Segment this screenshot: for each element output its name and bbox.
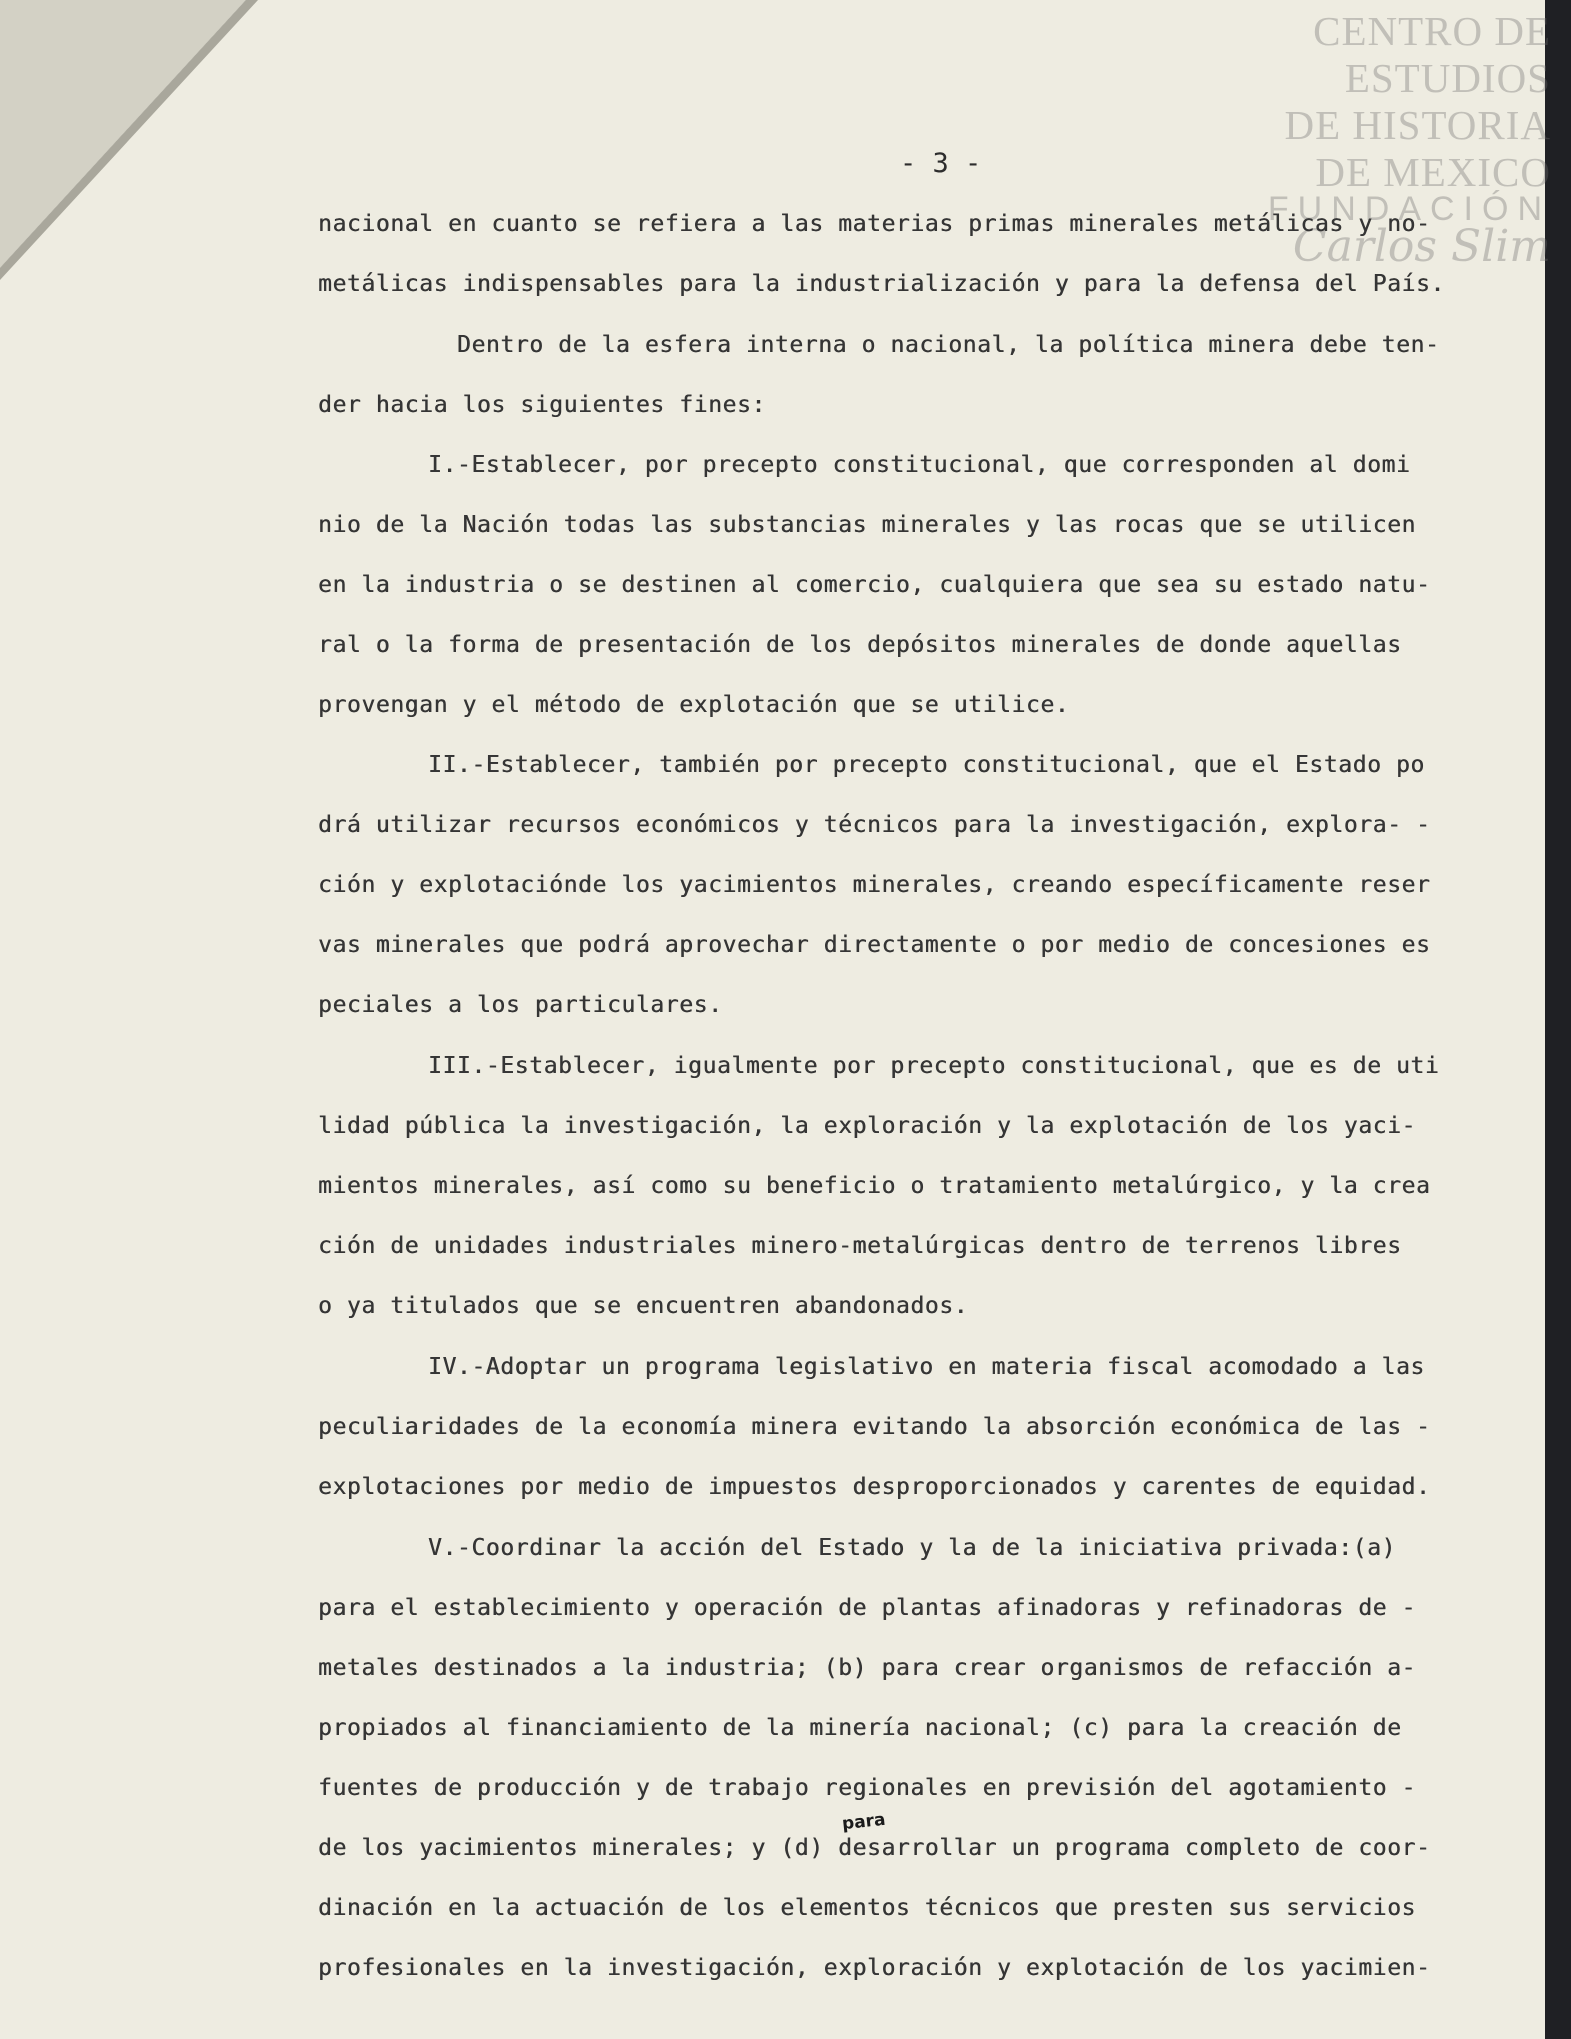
text-line: metálicas indispensables para la industrialización y para la defensa del País. — [318, 271, 1445, 297]
text-line: peculiaridades de la economía minera evitando la absorción económica de las - — [318, 1414, 1431, 1440]
text-line: provengan y el método de explotación que se utilice. — [318, 692, 1070, 718]
watermark-line: DE HISTORIA — [1284, 102, 1551, 148]
text-line: nacional en cuanto se refiera a las materias primas minerales metálicas y no- — [318, 211, 1431, 237]
text-line: ral o la forma de presentación de los depósitos minerales de donde aquellas — [318, 632, 1402, 658]
text-line: I.-Establecer, por precepto constitucional, que corresponden al domi — [428, 452, 1411, 478]
text-line: Dentro de la esfera interna o nacional, la política minera debe ten- — [457, 332, 1440, 358]
text-line: ción de unidades industriales minero-metalúrgicas dentro de terrenos libres — [318, 1233, 1402, 1259]
text-line: explotaciones por medio de impuestos desproporcionados y carentes de equidad. — [318, 1474, 1431, 1500]
handwritten-annotation: para — [841, 1809, 887, 1835]
text-line: en la industria o se destinen al comercio, cualquiera que sea su estado natu- — [318, 572, 1431, 598]
text-line: III.-Establecer, igualmente por precepto constitucional, que es de uti — [428, 1053, 1440, 1079]
text-line: drá utilizar recursos económicos y técnicos para la investigación, explora- - — [318, 812, 1431, 838]
text-line: V.-Coordinar la acción del Estado y la de la iniciativa privada:(a) — [428, 1535, 1396, 1561]
text-line: metales destinados a la industria; (b) para crear organismos de refacción a- — [318, 1655, 1416, 1681]
text-line: mientos minerales, así como su beneficio o tratamiento metalúrgico, y la crea — [318, 1173, 1431, 1199]
text-line: lidad pública la investigación, la exploración y la explotación de los yaci- — [318, 1113, 1416, 1139]
text-line: der hacia los siguientes fines: — [318, 392, 766, 418]
text-line: para el establecimiento y operación de plantas afinadoras y refinadoras de - — [318, 1595, 1416, 1621]
text-line: dinación en la actuación de los elementos técnicos que presten sus servicios — [318, 1895, 1416, 1921]
text-line: propiados al financiamiento de la minería nacional; (c) para la creación de — [318, 1715, 1402, 1741]
text-line: profesionales en la investigación, exploración y explotación de los yacimien- — [318, 1955, 1431, 1981]
text-line: vas minerales que podrá aprovechar directamente o por medio de concesiones es — [318, 932, 1431, 958]
text-line: peciales a los particulares. — [318, 992, 723, 1018]
text-line: o ya titulados que se encuentren abandonados. — [318, 1293, 969, 1319]
watermark-line: DE MEXICO — [1315, 149, 1551, 195]
watermark-signature: Carlos Slim — [1292, 221, 1551, 272]
text-line: ción y explotaciónde los yacimientos minerales, creando específicamente reser — [318, 872, 1431, 898]
text-line: nio de la Nación todas las substancias minerales y las rocas que se utilicen — [318, 512, 1416, 538]
watermark-line: CENTRO DE — [1313, 8, 1551, 54]
page-number: - 3 - — [900, 148, 982, 179]
text-line: IV.-Adoptar un programa legislativo en materia fiscal acomodado a las — [428, 1354, 1425, 1380]
watermark-foundation: FUNDACIÓN — [1267, 190, 1551, 228]
text-line: fuentes de producción y de trabajo regionales en previsión del agotamiento - — [318, 1775, 1416, 1801]
watermark-line: ESTUDIOS — [1344, 55, 1551, 101]
text-line: de los yacimientos minerales; y (d) desarrollar un programa completo de coor- — [318, 1835, 1431, 1861]
text-line: II.-Establecer, también por precepto constitucional, que el Estado po — [428, 752, 1425, 778]
